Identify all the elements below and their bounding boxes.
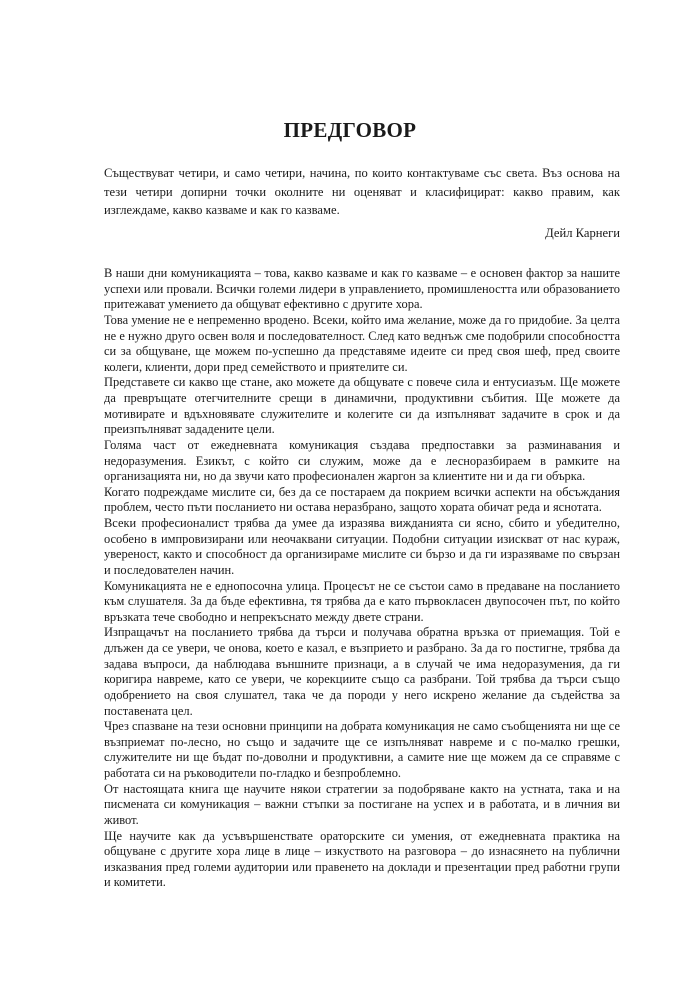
epigraph-author: Дейл Карнеги <box>545 226 620 240</box>
paragraph: Всеки професионалист трябва да умее да изразява вижданията си ясно, сбито и убедително, особено в импровизирани или неочаквани ситуации. Подобни ситуации изискват от нас кураж, увереност, както и способност да организираме мислите си бързо и да ги изразяваме по свързан и последователен начин. <box>104 516 620 577</box>
paragraph: Чрез спазване на тези основни принципи на добрата комуникация не само съобщенията ни ще се възприемат по-лесно, но също и задачите ще се изпълняват навреме и с по-малко грешки, служителите ни ще бъдат по-доволни и продуктивни, а самите ние ще можем да се справяме с работата си на ръководители по-гладко и безпроблемно. <box>104 719 620 780</box>
paragraph: Голяма част от ежедневната комуникация създава предпоставки за разминавания и недоразумения. Езикът, с който си служим, може да е лесноразбираем в рамките на организацията ни, но да звучи като професионален жаргон за клиентите ни и да ги обърка. <box>104 437 620 484</box>
paragraph: Това умение не е непременно вродено. Всеки, който има желание, може да го придобие. За целта не е нужно друго освен воля и последователност. След като веднъж сме подобрили способността си за общуване, ще можем по-успешно да представяме идеите си пред своя шеф, пред своите колеги, клиенти, дори пред семейството и приятелите си. <box>104 312 620 374</box>
paragraph: Когато подреждаме мислите си, без да се постараем да покрием всички аспекти на обсъждания проблем, често пъти посланието ни остава неразбрано, защото хората обичат реда и яснотата. <box>104 484 620 515</box>
paragraph: От настоящата книга ще научите някои стратегии за подобряване както на устната, така и на писмената си комуникация – важни стъпки за постигане на успех и в работата, и в личния ви живот. <box>104 781 620 827</box>
body-text <box>104 266 620 891</box>
epigraph-quote: Съществуват четири, и само четири, начина, по които контактуваме със света. Въз основа на тези четири допирни точки околните ни оценяват и класифицират: какво правим, как изглеждаме, какво казваме и как го казваме. <box>104 166 620 218</box>
paragraph: Комуникацията не е еднопосочна улица. Процесът не се състои само в предаване на посланието към слушателя. За да бъде ефективна, тя трябва да е като първокласен двупосочен път, по който връзката тече свободно и непрекъснато между двете страни. <box>104 578 620 624</box>
page-title: ПРЕДГОВОР <box>283 118 417 142</box>
paragraph: Ще научите как да усъвършенствате ораторските си умения, от ежедневната практика на общуване с другите хора лице в лице – изкуството на разговора – до изнасянето на публични изказвания пред големи аудитории или правенето на доклади и презентации пред работни групи и комитети. <box>104 828 620 890</box>
paragraph: Представете си какво ще стане, ако можете да общувате с повече сила и ентусиазъм. Ще можете да превръщате отегчителните срещи в динамични, продуктивни събития. Ще можете да мотивирате и вдъхновявате служителите и колегите си да изпълняват задачите в срок и да преизпълняват зададените цели. <box>104 375 620 437</box>
paragraph: В наши дни комуникацията – това, какво казваме и как го казваме – е основен фактор за нашите успехи или провали. Всички големи лидери в управлението, промишлеността или образованието притежават умението да общуват ефективно с другите хора. <box>104 266 620 312</box>
paragraph: Изпращачът на посланието трябва да търси и получава обратна връзка от приемащия. Той е длъжен да се увери, че онова, което е казал, е възприето и разбрано. За да го постигне, трябва да задава въпроси, да наблюдава външните признаци, а в случай че има недоразумения, да ги коригира навреме, като се увери, че корекциите също са разбрани. Той трябва да търси също одобрението на своя слушател, така че да породи у него искрено желание да съдейства за поставената цел. <box>104 625 620 718</box>
